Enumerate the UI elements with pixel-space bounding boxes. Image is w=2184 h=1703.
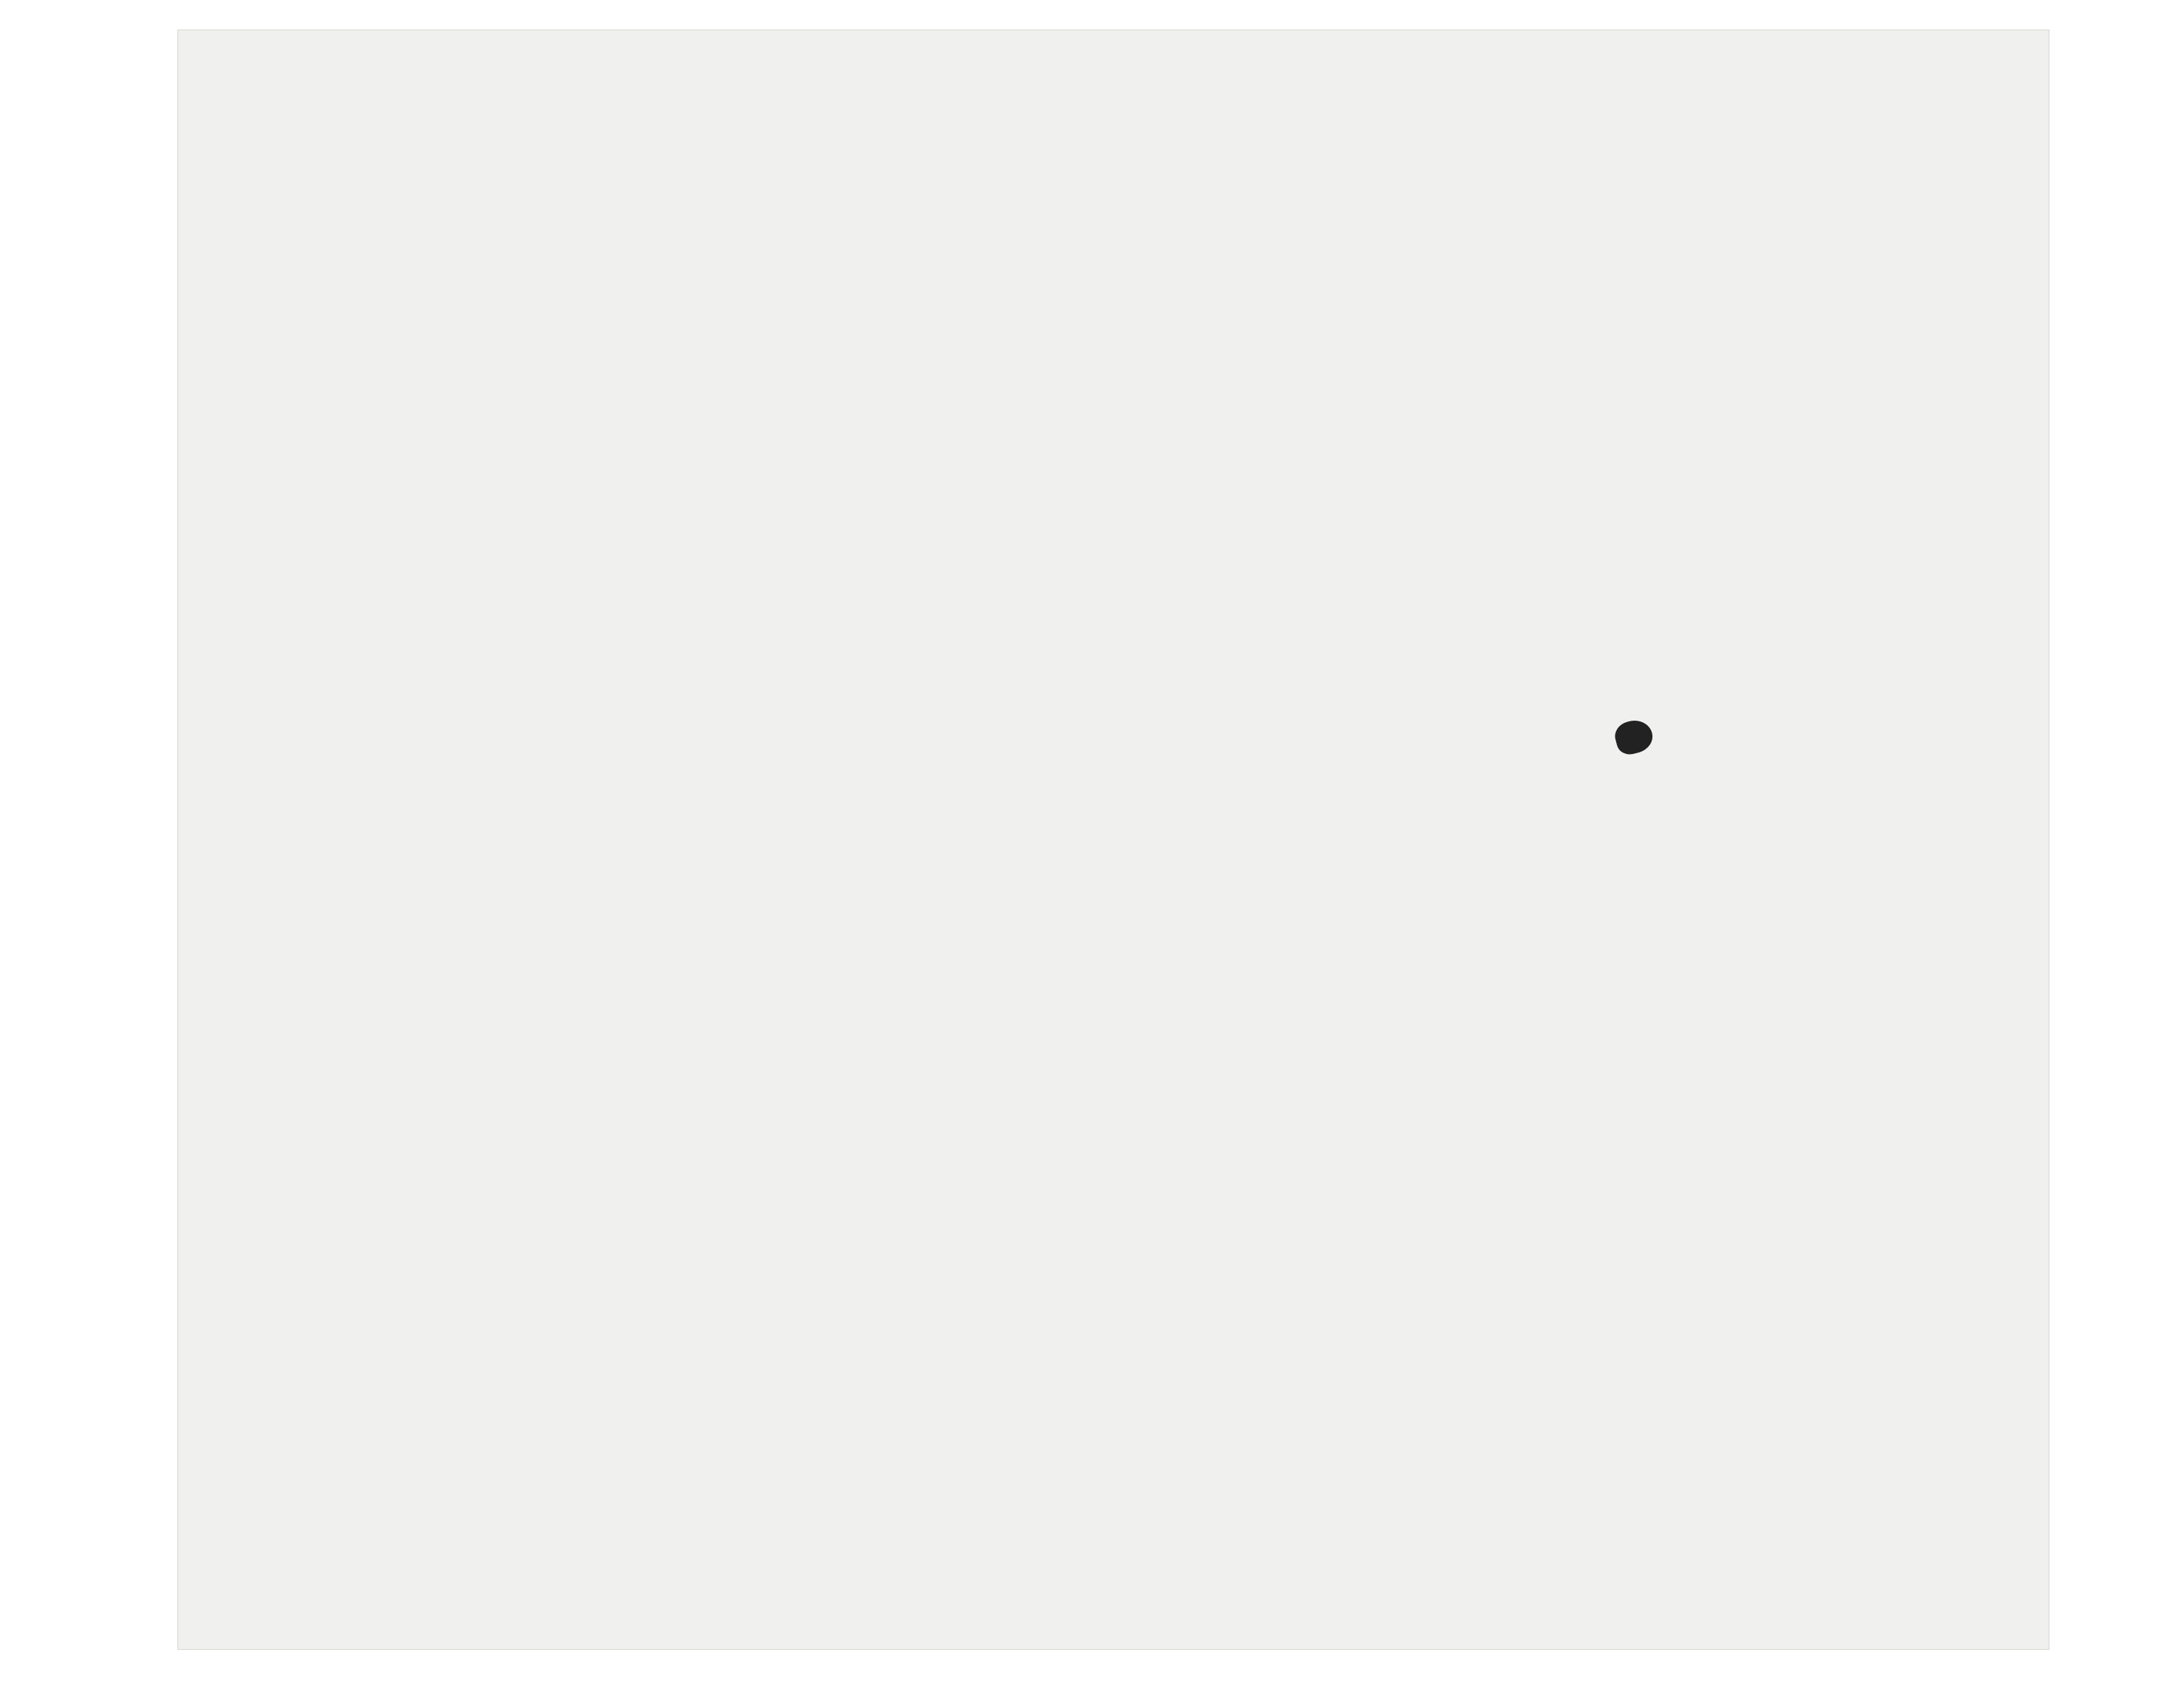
header-col6-female (924, 310, 940, 377)
header-col6-male (903, 310, 920, 377)
census-sheet (177, 30, 2049, 1650)
